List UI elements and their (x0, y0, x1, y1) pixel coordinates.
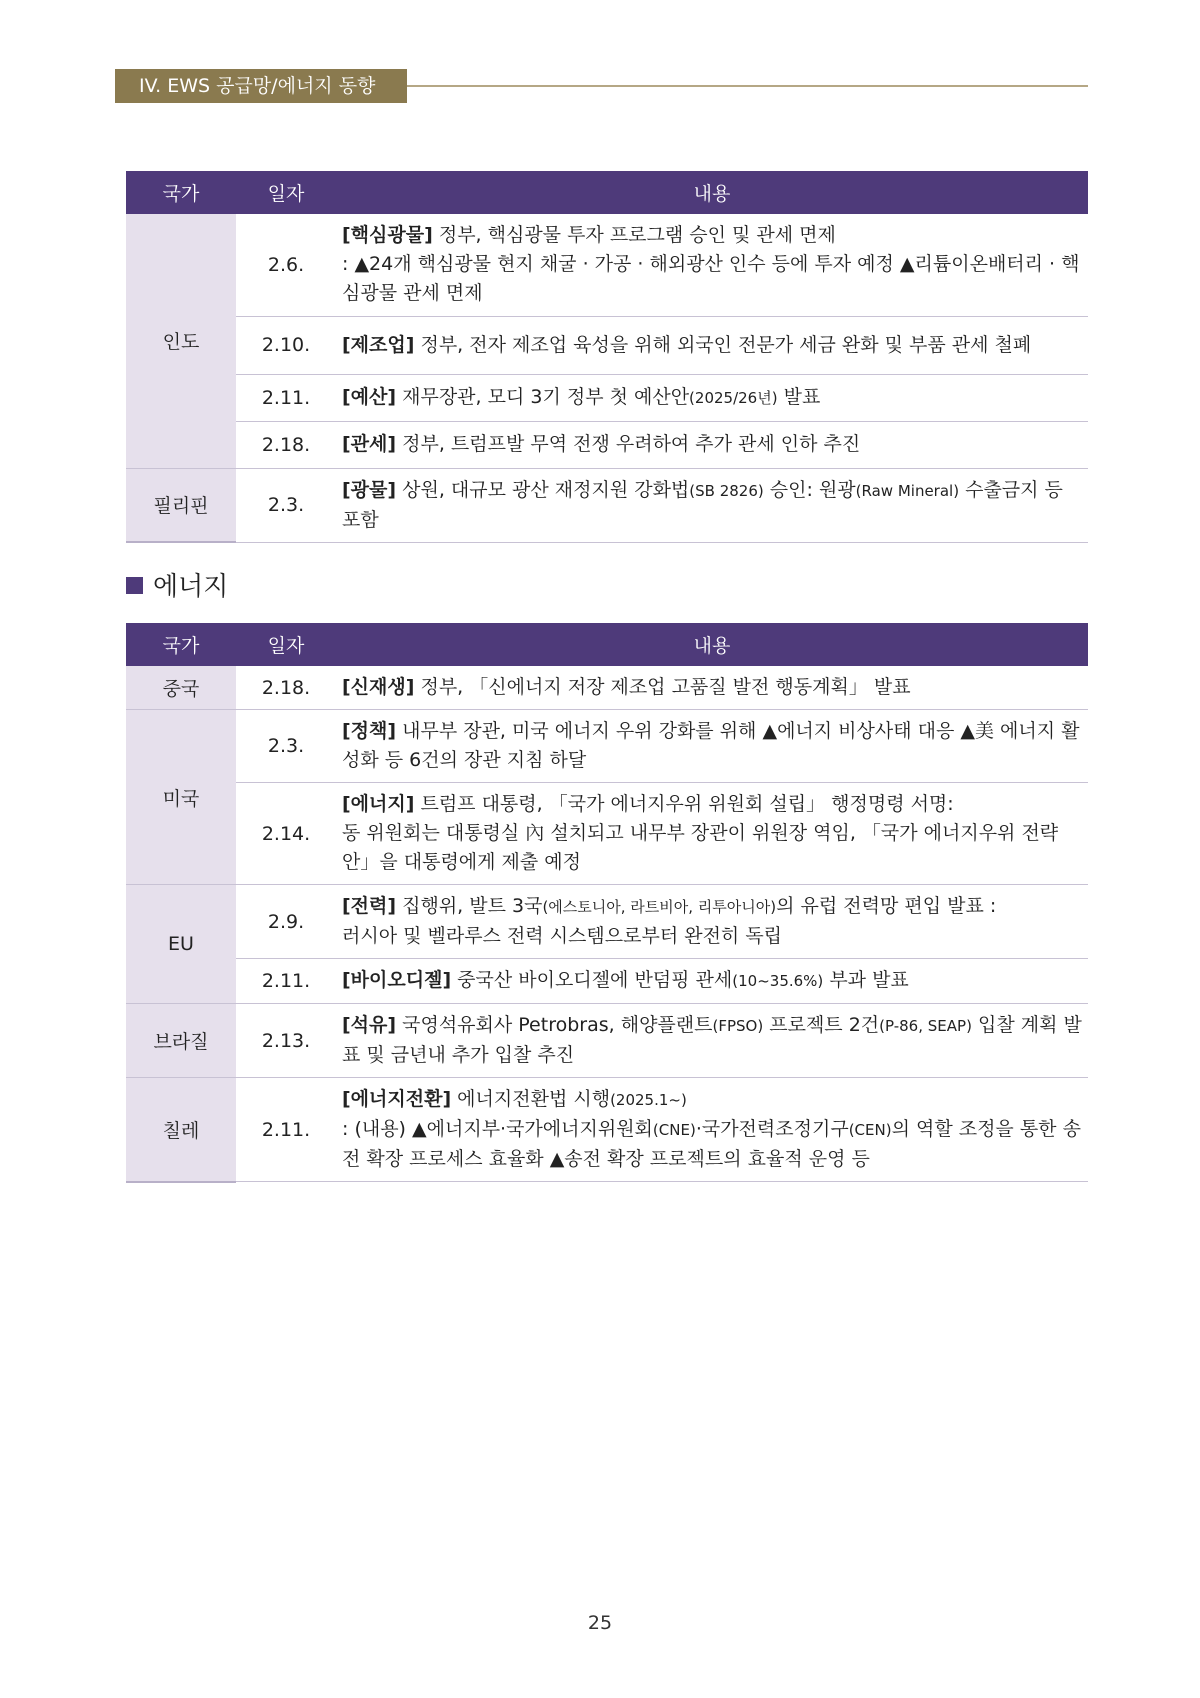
content-text: 수출금지 등 포함 (342, 478, 1063, 531)
country-cell: 필리핀 (126, 468, 236, 542)
keyword: [예산] (342, 385, 397, 408)
content-text: 의 유럽 전력망 편입 발표 : (776, 895, 997, 917)
content-cell (336, 1078, 1088, 1182)
date-cell: 2.10. (236, 316, 336, 374)
content-cell (336, 374, 1088, 421)
content-text: 부과 발표 (823, 969, 909, 991)
date-cell: 2.6. (236, 214, 336, 316)
content-cell (336, 959, 1088, 1004)
content-cell (336, 468, 1088, 542)
energy-section-title (126, 566, 228, 603)
col-header-country: 국가 (126, 623, 236, 666)
keyword: [신재생] (342, 676, 415, 698)
content-text: 상원, 대규모 광산 재정지원 강화법 (396, 478, 690, 501)
date-cell: 2.3. (236, 710, 336, 783)
content-note: (P-86, SEAP) (879, 1017, 972, 1035)
square-bullet-icon (126, 577, 143, 594)
content-detail: : ▲24개 핵심광물 현지 채굴 · 가공 · 해외광산 인수 등에 투자 예정 ▲리튬이온배터리 · 핵심광물 관세 면제 (342, 253, 1080, 305)
country-cell: EU (126, 885, 236, 1004)
table-row (126, 421, 1088, 468)
col-header-content: 내용 (336, 171, 1088, 214)
content-note: (Raw Mineral) (855, 481, 960, 500)
content-text: 트럼프 대통령, 「국가 에너지우위 위원회 설립」 행정명령 서명: (414, 793, 954, 815)
content-text: 프로젝트 2건 (763, 1014, 880, 1036)
table-row (126, 783, 1088, 885)
content-note: (10~35.6%) (732, 972, 824, 990)
keyword: [바이오디젤] (342, 969, 452, 991)
content-detail: ·국가전력조정기구 (695, 1118, 849, 1140)
content-note: (2025.1~) (610, 1091, 687, 1109)
table-row (126, 468, 1088, 542)
table-row (126, 885, 1088, 959)
country-cell: 중국 (126, 666, 236, 710)
keyword: [석유] (342, 1014, 397, 1036)
content-cell (336, 316, 1088, 374)
keyword: [전력] (342, 895, 397, 917)
content-note: (2025/26년) (689, 388, 778, 407)
content-text: 승인: 원광 (763, 478, 856, 501)
content-cell (336, 783, 1088, 885)
content-cell (336, 1004, 1088, 1078)
date-cell: 2.14. (236, 783, 336, 885)
header-divider (407, 85, 1088, 87)
keyword: [정책] (342, 720, 397, 742)
page-number: 25 (587, 1612, 613, 1634)
table-row (126, 1004, 1088, 1078)
date-cell: 2.3. (236, 468, 336, 542)
country-cell: 칠레 (126, 1078, 236, 1182)
table-row (126, 374, 1088, 421)
content-detail: : (내용) ▲에너지부·국가에너지위원회 (342, 1118, 653, 1140)
date-cell: 2.11. (236, 1078, 336, 1182)
table-row (126, 316, 1088, 374)
content-text: 집행위, 발트 3국 (396, 895, 543, 917)
content-note: (SB 2826) (689, 481, 764, 500)
table-row (126, 959, 1088, 1004)
content-note: (FPSO) (712, 1017, 764, 1035)
content-detail: 동 위원회는 대통령실 內 설치되고 내무부 장관이 위원장 역임, 「국가 에너지우위 전략안」을 대통령에게 제출 예정 (342, 822, 1059, 873)
energy-table (126, 623, 1088, 1183)
date-cell: 2.13. (236, 1004, 336, 1078)
content-text: 정부, 「신에너지 저장 제조업 고품질 발전 행동계획」 발표 (414, 676, 911, 698)
content-cell (336, 666, 1088, 710)
content-note: (CEN) (848, 1121, 892, 1139)
content-detail: 러시아 및 벨라루스 전력 시스템으로부터 완전히 독립 (342, 925, 783, 947)
content-note: (에스토니아, 라트비아, 리투아니아) (542, 898, 777, 916)
country-cell: 인도 (126, 214, 236, 468)
table-row (126, 666, 1088, 710)
date-cell: 2.18. (236, 666, 336, 710)
col-header-date: 일자 (236, 171, 336, 214)
content-detail: 의 역할 조정을 통한 송전 확장 프로세스 효율화 ▲송전 확장 프로젝트의 효율적 운영 등 (342, 1118, 1081, 1170)
content-note: (CNE) (652, 1121, 696, 1139)
supply-chain-table (126, 171, 1088, 543)
content-text: 재무장관, 모디 3기 정부 첫 예산안 (396, 385, 690, 408)
col-header-country: 국가 (126, 171, 236, 214)
table-row (126, 710, 1088, 783)
country-cell: 브라질 (126, 1004, 236, 1078)
section-header-tag: IV. EWS 공급망/에너지 동향 (115, 69, 407, 103)
content-cell (336, 885, 1088, 959)
content-text: 국영석유회사 Petrobras, 해양플랜트 (396, 1014, 713, 1036)
content-cell (336, 421, 1088, 468)
content-cell (336, 710, 1088, 783)
date-cell: 2.11. (236, 959, 336, 1004)
keyword: [에너지] (342, 793, 415, 815)
country-cell: 미국 (126, 710, 236, 885)
table-header-row (126, 171, 1088, 214)
content-text: 정부, 핵심광물 투자 프로그램 승인 및 관세 면제 (432, 224, 836, 247)
content-text: 중국산 바이오디젤에 반덤핑 관세 (451, 969, 733, 991)
content-text: 내무부 장관, 미국 에너지 우위 강화를 위해 ▲에너지 비상사태 대응 ▲美 에너지 활성화 등 6건의 장관 지침 하달 (342, 720, 1080, 771)
content-text: 발표 (777, 385, 821, 408)
date-cell: 2.11. (236, 374, 336, 421)
table-row (126, 214, 1088, 316)
keyword: [핵심광물] (342, 224, 433, 247)
content-cell (336, 214, 1088, 316)
content-text: 정부, 트럼프발 무역 전쟁 우려하여 추가 관세 인하 추진 (396, 433, 861, 455)
col-header-date: 일자 (236, 623, 336, 666)
content-text: 정부, 전자 제조업 육성을 위해 외국인 전문가 세금 완화 및 부품 관세 철폐 (414, 333, 1032, 356)
keyword: [제조업] (342, 333, 415, 356)
keyword: [광물] (342, 478, 397, 501)
col-header-content: 내용 (336, 623, 1088, 666)
content-text: 에너지전환법 시행 (451, 1088, 611, 1110)
date-cell: 2.9. (236, 885, 336, 959)
keyword: [관세] (342, 433, 397, 455)
content-text: 입찰 계획 발표 및 금년내 추가 입찰 추진 (342, 1014, 1082, 1066)
keyword: [에너지전환] (342, 1088, 452, 1110)
table-header-row (126, 623, 1088, 666)
section-title-text: 에너지 (153, 572, 229, 602)
date-cell: 2.18. (236, 421, 336, 468)
table-row (126, 1078, 1088, 1182)
